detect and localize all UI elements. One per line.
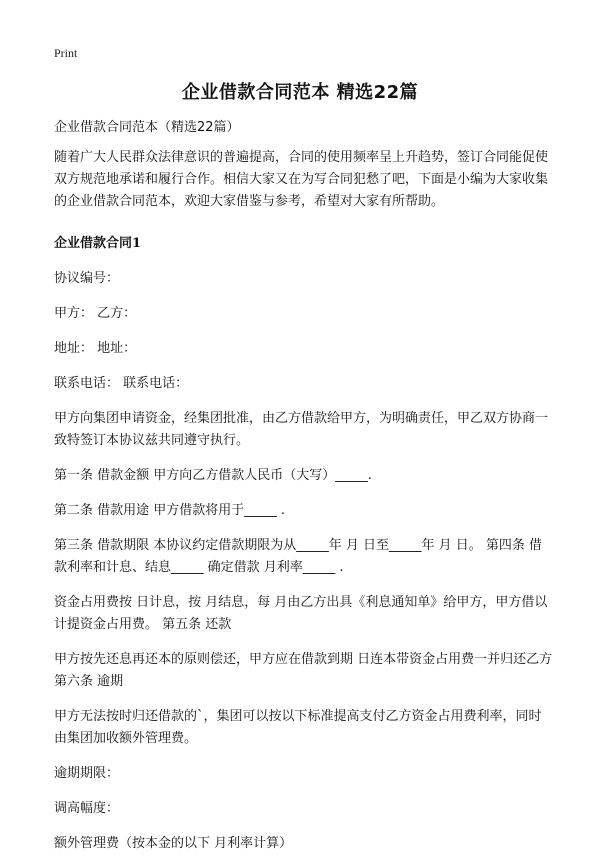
phone-line: 联系电话： 联系电话： (54, 376, 189, 391)
overdue-period-line: 逾期期限： (54, 766, 120, 781)
intro-paragraph: 随着广大人民群众法律意识的普遍提高，合同的使用频率呈上升趋势，签订合同能促使双方规范地承诺和履行合作。相信大家又在为写合同犯愁了吧，下面是小编为大家收集的企业借款合同范本，欢迎大家借鉴与参考，希望对大家有所帮助。 (54, 150, 549, 209)
address-line: 地址： 地址： (54, 341, 137, 356)
clause-3-term: 第三条 借款期限 本协议约定借款期限为从_____年 月 日至_____年 月 日。 第四条 借款利率和计息、结息_____ 确定借款 月利率_____ . (54, 538, 543, 575)
agreement-number-line: 协议编号： (54, 271, 120, 286)
overdue-paragraph: 甲方无法按时归还借款的`，集团可以按以下标准提高支付乙方资金占用费利率，同时由集团加收额外管理费。 (54, 709, 542, 746)
clause-2-purpose: 第二条 借款用途 甲方借款将用于_____ . (54, 503, 286, 518)
document-title: 企业借款合同范本 精选22篇 (181, 82, 419, 103)
party-names-line: 甲方： 乙方： (54, 306, 137, 321)
interest-calculation-paragraph: 资金占用费按 日计息，按 月结息，每 月由乙方出具《利息通知单》给甲方，甲方借以计提资金占用费。 第五条 还款 (54, 595, 548, 632)
repayment-paragraph: 甲方按先还息再还本的原则偿还，甲方应在借款到期 日连本带资金占用费一并归还乙方 第六条 逾期 (54, 652, 553, 689)
document-subtitle: 企业借款合同范本（精选22篇） (54, 120, 240, 135)
print-link[interactable]: Print (54, 46, 78, 60)
section-heading: 企业借款合同1 (54, 236, 142, 251)
clause-1-amount: 第一条 借款金额 甲方向乙方借款人民币（大写）_____. (54, 468, 372, 483)
document-content (54, 117, 554, 868)
preamble-paragraph: 甲方向集团申请资金，经集团批准，由乙方借款给甲方，为明确责任，甲乙双方协商一致特签订本协议兹共同遵守执行。 (54, 411, 549, 448)
extra-fee-line: 额外管理费（按本金的以下 月利率计算） (54, 836, 293, 851)
rate-increase-line: 调高幅度： (54, 801, 120, 816)
